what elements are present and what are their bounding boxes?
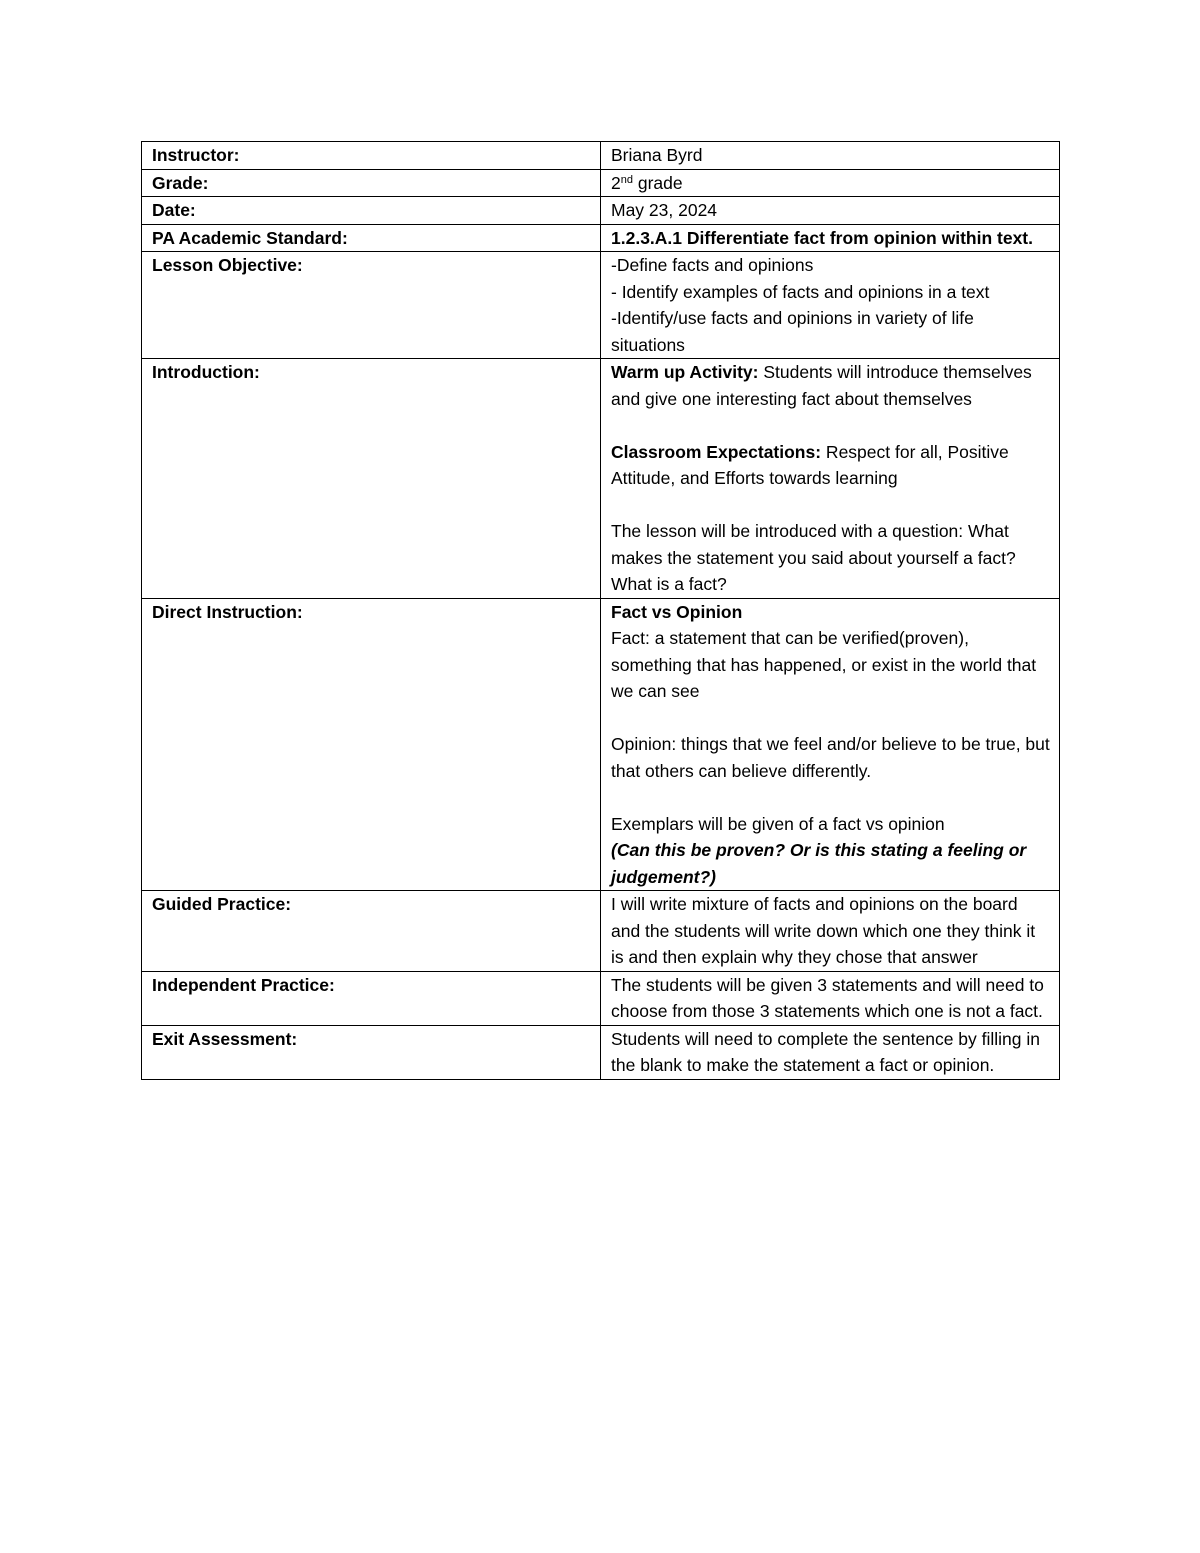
instructor-value: Briana Byrd — [601, 142, 1060, 170]
instructor-label: Instructor: — [142, 142, 601, 170]
row-direct-instruction — [142, 598, 1060, 891]
exemplar-prompt: (Can this be proven? Or is this stating a feeling or judgement?) — [611, 840, 1027, 887]
introduction-value — [601, 359, 1060, 599]
date-value: May 23, 2024 — [601, 197, 1060, 225]
opinion-definition: Opinion: things that we feel and/or believe to be true, but that others can believe differently. — [611, 734, 1050, 781]
objective-line: -Define facts and opinions — [611, 255, 814, 275]
independent-practice-value: The students will be given 3 statements and will need to choose from those 3 statements which one is not a fact. — [601, 971, 1060, 1025]
date-label: Date: — [142, 197, 601, 225]
expectations-text: Respect for all, Positive Attitude, and Efforts towards learning — [611, 441, 1009, 488]
expectations-heading: Classroom Expectations: — [611, 441, 822, 462]
standard-value: 1.2.3.A.1 Differentiate fact from opinion within text. — [601, 224, 1060, 252]
warmup-paragraph — [611, 359, 1051, 412]
exit-assessment-label: Exit Assessment: — [142, 1025, 601, 1079]
row-objective — [142, 252, 1060, 359]
grade-number: 2 — [611, 172, 621, 193]
direct-instruction-label: Direct Instruction: — [142, 598, 601, 891]
guided-practice-label: Guided Practice: — [142, 891, 601, 972]
expectations-paragraph — [611, 439, 1051, 492]
grade-label: Grade: — [142, 169, 601, 197]
warmup-heading: Warm up Activity: — [611, 362, 759, 382]
paragraph-gap — [611, 412, 1051, 439]
exit-assessment-value: Students will need to complete the sentence by filling in the blank to make the statement a fact or opinion. — [601, 1025, 1060, 1079]
independent-practice-label: Independent Practice: — [142, 971, 601, 1025]
row-independent-practice — [142, 971, 1060, 1025]
grade-value — [601, 169, 1060, 197]
paragraph-gap — [611, 492, 1051, 519]
introduction-label: Introduction: — [142, 359, 601, 599]
row-exit-assessment — [142, 1025, 1060, 1079]
question-paragraph: The lesson will be introduced with a question: What makes the statement you said about yourself a fact? What is a fact? — [611, 521, 1016, 594]
paragraph-gap — [611, 784, 1051, 811]
exemplar-text: Exemplars will be given of a fact vs opinion — [611, 813, 945, 834]
objective-value — [601, 252, 1060, 359]
grade-word: grade — [632, 172, 683, 193]
warmup-text: Students will introduce themselves and give one interesting fact about themselves — [611, 362, 1032, 409]
guided-practice-value: I will write mixture of facts and opinions on the board and the students will write down which one they think it is and then explain why they chose that answer — [601, 891, 1060, 972]
row-introduction — [142, 359, 1060, 599]
row-standard — [142, 224, 1060, 252]
direct-instruction-heading: Fact vs Opinion — [611, 601, 743, 622]
grade-ordinal-suffix: nd — [620, 173, 633, 186]
row-date — [142, 197, 1060, 225]
row-grade — [142, 169, 1060, 197]
objective-line: - Identify examples of facts and opinions in a text — [611, 281, 990, 302]
direct-instruction-value — [601, 598, 1060, 891]
objective-label: Lesson Objective: — [142, 252, 601, 359]
row-guided-practice — [142, 891, 1060, 972]
row-instructor — [142, 142, 1060, 170]
objective-line: -Identify/use facts and opinions in variety of life situations — [611, 308, 974, 355]
lesson-plan-table — [141, 141, 1060, 1080]
standard-label: PA Academic Standard: — [142, 224, 601, 252]
paragraph-gap — [611, 705, 1051, 732]
fact-definition: Fact: a statement that can be verified(proven), something that has happened, or exist in the world that we can see — [611, 628, 1037, 701]
